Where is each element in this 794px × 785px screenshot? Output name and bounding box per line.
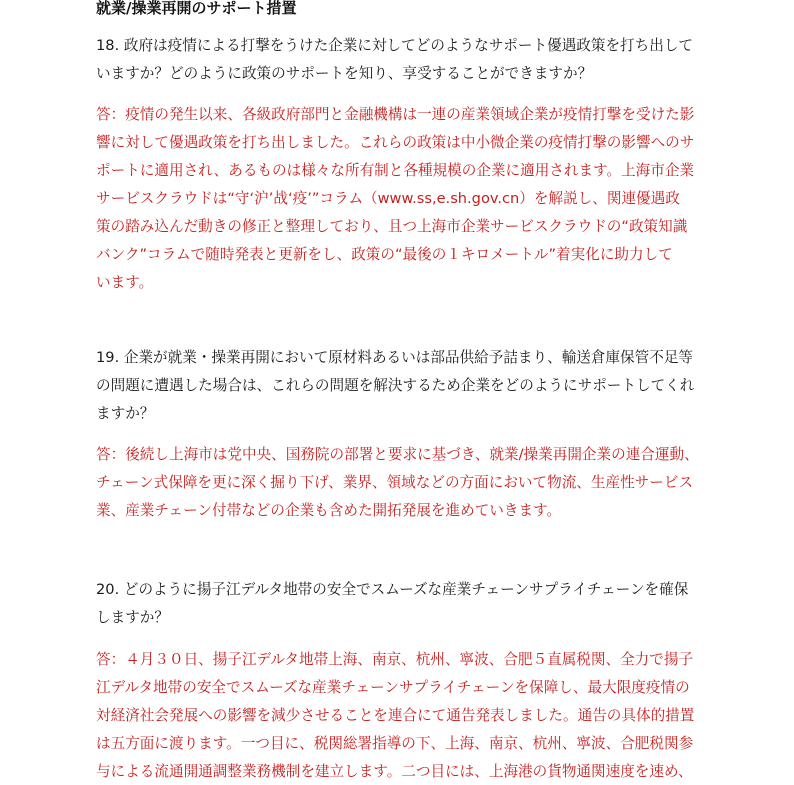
question-18-line-1: 18. 政府は疫情による打撃をうけた企業に対してどのようなサポート優遇政策を打ち出して xyxy=(96,37,694,54)
answer-18-line-1: 答：疫情の発生以来、各級政府部門と金融機構は一連の産業領域企業が疫情打撃を受けた影 xyxy=(96,106,695,123)
answer-20-line-2: 江デルタ地帯の安全でスムーズな産業チェーンサプライチェーンを保障し、最大限度疫情の xyxy=(96,679,690,696)
answer-20-line-3: 対経済社会発展への影響を減少させることを連合にて通告発表しました。通告の具体的措置 xyxy=(96,707,695,724)
question-19-line-3: ますか？ xyxy=(96,405,155,422)
question-18-line-2: いますか？どのように政策のサポートを知り、享受することができますか？ xyxy=(96,65,593,82)
answer-19-line-3: 業、産業チェーン付帯などの企業も含めた開拓発展を進めていきます。 xyxy=(96,502,562,519)
answer-19-line-2: チェーン式保障を更に深く掘り下げ、業界、領域などの方面において物流、生産性サービス xyxy=(96,474,694,491)
answer-18-line-5: 策の踏み込んだ動きの修正と整理しており、且つ上海市企業サービスクラウドの“政策知識 xyxy=(96,218,688,235)
question-20-line-1: 20. どのように揚子江デルタ地帯の安全でスムーズな産業チェーンサプライチェーンを確保 xyxy=(96,581,689,598)
answer-20-line-5: 与による流通開通調整業務機制を建立します。二つ目には、上海港の貨物通関速度を速め、 xyxy=(96,763,693,780)
question-19-line-1: 19. 企業が就業・操業再開において原材料あるいは部品供給予詰まり、輸送倉庫保管不足等 xyxy=(96,349,694,366)
answer-18-line-7: います。 xyxy=(96,274,154,291)
answer-18-line-3: ポートに適用され、あるものは様々な所有制と各種規模の企業に適用されます。上海市企業 xyxy=(96,162,695,179)
answer-19-line-1: 答：後続し上海市は党中央、国務院の部署と要求に基づき、就業/操業再開企業の連合運動、 xyxy=(96,446,699,463)
answer-18-line-4: サービスクラウドは“守‘沪’战‘疫’”コラム（www.ss,e.sh.gov.cn）を解説し、関連優遇政 xyxy=(96,190,680,207)
section-title: 就業/操業再開のサポート措置 xyxy=(96,0,297,17)
question-19-line-2: の問題に遭遇した場合は、これらの問題を解決するため企業をどのようにサポートしてくれ xyxy=(96,377,695,394)
answer-20-line-1: 答：４月３０日、揚子江デルタ地帯上海、南京、杭州、寧波、合肥５直属税関、全力で揚子 xyxy=(96,651,694,668)
answer-18-line-2: 響に対して優遇政策を打ち出しました。これらの政策は中小微企業の疫情打撃の影響へのサ xyxy=(96,134,695,151)
answer-18-line-6: バンク”コラムで随時発表と更新をし、政策の“最後の１キロメートル”着実化に助力して xyxy=(96,246,673,263)
question-20-line-2: しますか？ xyxy=(96,609,169,626)
answer-20-line-4: は五方面に渡ります。一つ目に、税関総署指導の下、上海、南京、杭州、寧波、合肥税関参 xyxy=(96,735,694,752)
